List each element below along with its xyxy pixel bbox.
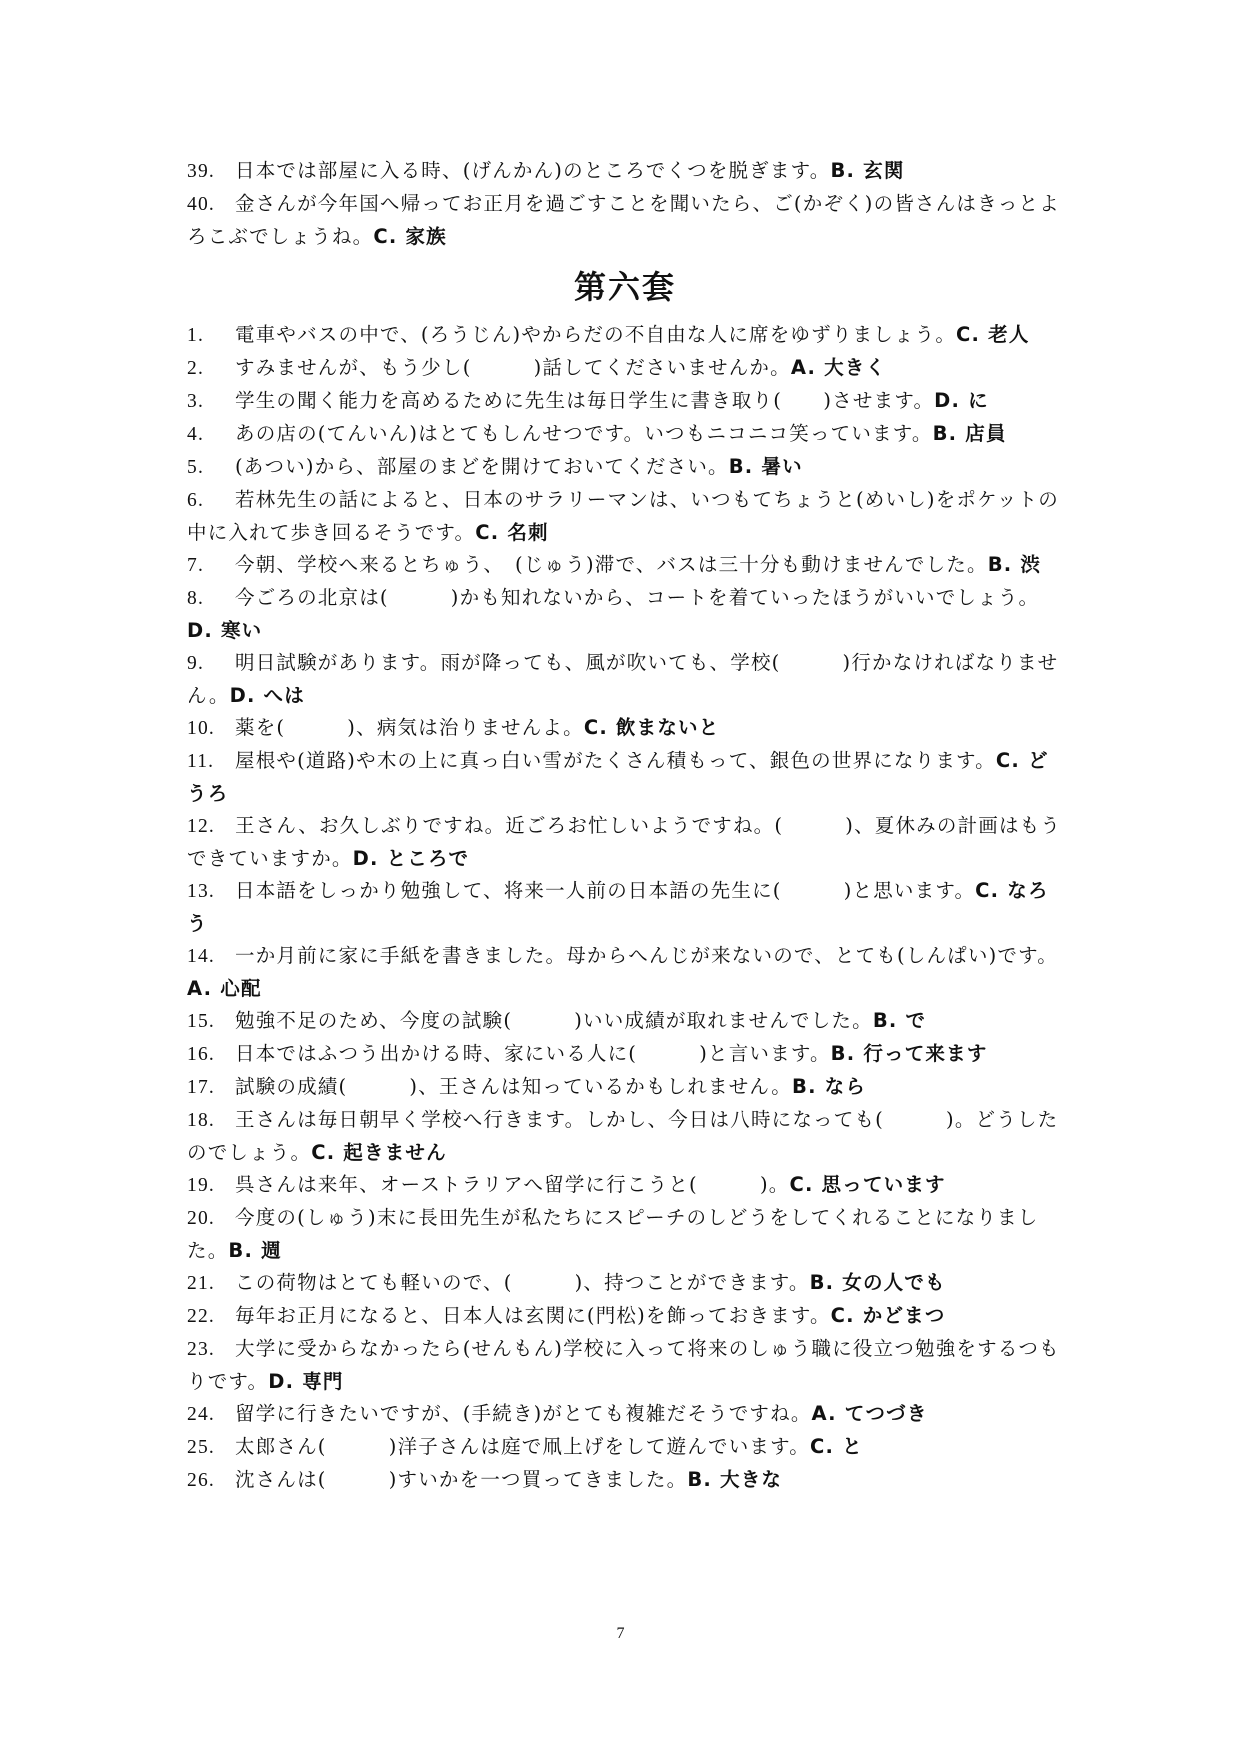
answer-text: B. 店員: [932, 422, 1007, 445]
question-item: [187, 875, 1063, 940]
question-text: 一か月前に家に手紙を書きました。母からへんじが来ないので、とても(しんぱい)です。: [235, 944, 1058, 967]
answer-text: C. 飲まないと: [583, 716, 720, 739]
question-text: 太郎さん( )洋子さんは庭で凧上げをして遊んでいます。: [235, 1435, 810, 1458]
answer-text: D. ところで: [352, 847, 470, 870]
question-item: [187, 745, 1063, 810]
section-title: 第六套: [573, 268, 676, 306]
question-number: 20.: [187, 1208, 215, 1229]
question-number: 19.: [187, 1175, 215, 1196]
answer-text: C. かどまつ: [830, 1304, 946, 1327]
question-number: 14.: [187, 946, 215, 967]
question-item: [187, 1431, 1063, 1464]
answer-text: D. へは: [229, 684, 305, 707]
question-item: [187, 712, 1063, 745]
question-number: 23.: [187, 1339, 215, 1360]
question-number: 10.: [187, 718, 215, 739]
question-item: [187, 647, 1063, 712]
question-number: 1.: [187, 325, 205, 346]
question-item: [187, 1202, 1063, 1267]
question-number: 39.: [187, 161, 215, 182]
question-item: [187, 940, 1063, 1005]
answer-text: C. 名刺: [475, 521, 549, 544]
answer-text: D. に: [934, 389, 989, 412]
answer-text: D. 寒い: [187, 619, 263, 642]
question-number: 12.: [187, 816, 215, 837]
page-number: 7: [616, 1625, 625, 1642]
answer-text: B. なら: [792, 1075, 867, 1098]
question-item: [187, 484, 1063, 549]
answer-text: C. 起きません: [311, 1141, 447, 1164]
question-text: 勉強不足のため、今度の試験( )いい成績が取れませんでした。: [235, 1009, 873, 1032]
question-number: 3.: [187, 391, 205, 412]
question-item: [187, 385, 1063, 418]
question-text: 王さん、お久しぶりですね。近ごろお忙しいようですね。( )、夏休みの計画はもうできていますか。: [187, 814, 1062, 870]
question-item: [187, 418, 1063, 451]
question-number: 5.: [187, 457, 205, 478]
answer-text: B. 大きな: [687, 1468, 783, 1491]
question-text: 電車やバスの中で、(ろうじん)やからだの不自由な人に席をゆずりましょう。: [235, 323, 957, 346]
question-number: 9.: [187, 653, 205, 674]
question-number: 7.: [187, 555, 205, 576]
question-text: 薬を( )、病気は治りませんよ。: [235, 716, 584, 739]
question-item: [187, 1464, 1063, 1497]
question-text: 日本ではふつう出かける時、家にいる人に( )と言います。: [235, 1042, 831, 1065]
question-text: 明日試験があります。雨が降っても、風が吹いても、学校( )行かなければなりません。: [187, 651, 1059, 707]
answer-text: B. で: [872, 1009, 927, 1032]
question-number: 40.: [187, 194, 215, 215]
question-text: 毎年お正月になると、日本人は玄関に(門松)を飾っておきます。: [235, 1304, 831, 1327]
question-item: [187, 549, 1063, 582]
question-number: 17.: [187, 1077, 215, 1098]
answer-text: D. 専門: [268, 1370, 344, 1393]
question-item: [187, 1005, 1063, 1038]
answer-text: C. 老人: [956, 323, 1030, 346]
answer-text: B. 渋: [987, 553, 1042, 576]
answer-text: B. 玄関: [830, 159, 905, 182]
question-number: 24.: [187, 1404, 215, 1425]
question-text: 日本語をしっかり勉強して、将来一人前の日本語の先生に( )と思います。: [235, 879, 976, 902]
answer-text: B. 週: [228, 1239, 282, 1262]
question-text: 留学に行きたいですが、(手続き)がとても複雑だそうですね。: [235, 1402, 812, 1425]
question-item: [187, 1071, 1063, 1104]
question-text: 沈さんは( )すいかを一つ買ってきました。: [235, 1468, 688, 1491]
answer-text: B. 暑い: [728, 455, 803, 478]
question-text: 日本では部屋に入る時、(げんかん)のところでくつを脱ぎます。: [235, 159, 831, 182]
answer-text: B. 女の人でも: [809, 1271, 946, 1294]
question-item: [187, 352, 1063, 385]
answer-text: C. なろう: [187, 879, 1049, 935]
question-item: [187, 582, 1063, 647]
answer-text: A. てつづき: [811, 1402, 928, 1425]
question-text: 王さんは毎日朝早く学校へ行きます。しかし、今日は八時になっても( )。どうしたのでしょう。: [187, 1108, 1059, 1164]
question-item: [187, 1104, 1063, 1169]
question-number: 8.: [187, 588, 205, 609]
question-item: [187, 1038, 1063, 1071]
answer-text: C. 家族: [373, 225, 447, 248]
question-number: 16.: [187, 1044, 215, 1065]
question-text: 若林先生の話によると、日本のサラリーマンは、いつもてちょうと(めいし)をポケットの中に入れて歩き回るそうです。: [187, 488, 1059, 544]
question-text: この荷物はとても軽いので、( )、持つことができます。: [235, 1271, 810, 1294]
question-number: 6.: [187, 490, 205, 511]
answer-text: C. 思っています: [789, 1173, 946, 1196]
answer-text: C. どうろ: [187, 749, 1049, 805]
question-text: すみませんが、もう少し( )話してくださいませんか。: [235, 356, 791, 379]
question-number: 22.: [187, 1306, 215, 1327]
question-item: [187, 1333, 1063, 1398]
question-text: 呉さんは来年、オーストラリアへ留学に行こうと( )。: [235, 1173, 790, 1196]
question-text: あの店の(てんいん)はとてもしんせつです。いつもニコニコ笑っています。: [235, 422, 933, 445]
question-number: 2.: [187, 358, 205, 379]
question-item: [187, 1169, 1063, 1202]
question-item: [187, 1398, 1063, 1431]
question-text: 今ごろの北京は( )かも知れないから、コートを着ていったほうがいいでしょう。: [235, 586, 1040, 609]
question-item: [187, 810, 1063, 875]
question-item: [187, 1300, 1063, 1333]
question-number: 25.: [187, 1437, 215, 1458]
question-list: [187, 319, 1063, 1497]
answer-text: B. 行って来ます: [830, 1042, 988, 1065]
question-number: 18.: [187, 1110, 215, 1131]
question-item: [187, 319, 1063, 352]
previous-section-questions: [187, 155, 1063, 253]
question-number: 11.: [187, 751, 215, 772]
question-number: 21.: [187, 1273, 215, 1294]
question-text: 金さんが今年国へ帰ってお正月を過ごすことを聞いたら、ご(かぞく)の皆さんはきっとよろこぶでしょうね。: [187, 192, 1060, 248]
answer-text: A. 心配: [187, 977, 262, 1000]
question-item: [187, 188, 1063, 253]
question-text: 大学に受からなかったら(せんもん)学校に入って将来のしゅう職に役立つ勉強をするつもりです。: [187, 1337, 1060, 1393]
question-text: 屋根や(道路)や木の上に真っ白い雪がたくさん積もって、銀色の世界になります。: [235, 749, 996, 772]
question-item: [187, 1267, 1063, 1300]
question-number: 15.: [187, 1011, 215, 1032]
question-number: 26.: [187, 1470, 215, 1491]
question-text: 今度の(しゅう)末に長田先生が私たちにスピーチのしどうをしてくれることになりました。: [187, 1206, 1039, 1262]
question-item: [187, 155, 1063, 188]
answer-text: A. 大きく: [790, 356, 887, 379]
question-text: 今朝、学校へ来るとちゅう、 (じゅう)滞で、バスは三十分も動けませんでした。: [235, 553, 988, 576]
question-number: 13.: [187, 881, 215, 902]
question-text: 試験の成績( )、王さんは知っているかもしれません。: [235, 1075, 792, 1098]
question-item: [187, 451, 1063, 484]
question-text: (あつい)から、部屋のまどを開けておいてください。: [235, 455, 729, 478]
question-text: 学生の聞く能力を高めるために先生は毎日学生に書き取り( )させます。: [235, 389, 935, 412]
question-number: 4.: [187, 424, 205, 445]
answer-text: C. と: [809, 1435, 863, 1458]
